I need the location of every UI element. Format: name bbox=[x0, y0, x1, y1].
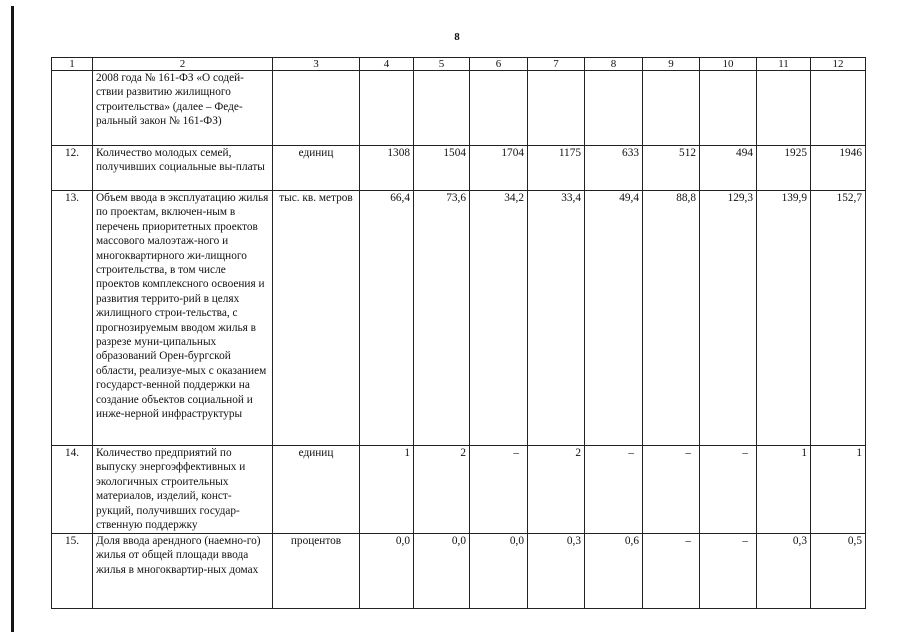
value-cell: 152,7 bbox=[811, 191, 866, 446]
value-cell: 633 bbox=[585, 146, 643, 191]
value-cell: 139,9 bbox=[757, 191, 811, 446]
header-cell: 7 bbox=[528, 58, 585, 71]
row-number: 12. bbox=[52, 146, 93, 191]
indicator-name: Объем ввода в эксплуатацию жилья по проектам, включен-ным в перечень приоритетных проектов массового малоэтаж-ного и многоквартирного жи-лищного строительства, в том числе проектов комплексного освоения и развития террито-рий в целях жилищного строи-тельства, с прогнозируемым вводом жилья в разрезе муни-ципальных образований Орен-бургской области, реализуе-мых с оказанием государст-венной поддержки на создание объектов социальной и инже-нерной инфраструктуры bbox=[93, 191, 273, 446]
value-cell: – bbox=[643, 534, 700, 609]
value-cell: 1946 bbox=[811, 146, 866, 191]
value-cell: 73,6 bbox=[414, 191, 470, 446]
unit-cell bbox=[273, 71, 360, 146]
row-number: 13. bbox=[52, 191, 93, 446]
page-number: 8 bbox=[454, 31, 460, 43]
value-cell: 512 bbox=[643, 146, 700, 191]
value-cell: – bbox=[585, 446, 643, 534]
table-header-row bbox=[52, 58, 866, 71]
value-cell: 0,3 bbox=[757, 534, 811, 609]
value-cell: 494 bbox=[700, 146, 757, 191]
unit-cell: тыс. кв. метров bbox=[273, 191, 360, 446]
value-cell: 1 bbox=[360, 446, 414, 534]
header-cell: 6 bbox=[470, 58, 528, 71]
unit-cell: процентов bbox=[273, 534, 360, 609]
value-cell: 1 bbox=[811, 446, 866, 534]
value-cell: – bbox=[700, 534, 757, 609]
value-cell: 1308 bbox=[360, 146, 414, 191]
value-cell: 1925 bbox=[757, 146, 811, 191]
header-cell: 1 bbox=[52, 58, 93, 71]
row-number: 15. bbox=[52, 534, 93, 609]
value-cell: 0,6 bbox=[585, 534, 643, 609]
row-number bbox=[52, 71, 93, 146]
value-cell: 1175 bbox=[528, 146, 585, 191]
table-row bbox=[52, 191, 866, 446]
value-cell: 1 bbox=[757, 446, 811, 534]
table-row bbox=[52, 71, 866, 146]
value-cell: 33,4 bbox=[528, 191, 585, 446]
row-number: 14. bbox=[52, 446, 93, 534]
value-cell bbox=[414, 71, 470, 146]
header-cell: 2 bbox=[93, 58, 273, 71]
value-cell: 0,5 bbox=[811, 534, 866, 609]
value-cell: 2 bbox=[414, 446, 470, 534]
value-cell: 0,0 bbox=[360, 534, 414, 609]
value-cell bbox=[700, 71, 757, 146]
indicator-name: Количество молодых семей, получивших социальные вы-платы bbox=[93, 146, 273, 191]
indicator-name: Доля ввода арендного (наемно-го) жилья от общей площади ввода жилья в многоквартир-ных домах bbox=[93, 534, 273, 609]
value-cell bbox=[757, 71, 811, 146]
indicators-table bbox=[51, 57, 866, 609]
value-cell: 34,2 bbox=[470, 191, 528, 446]
header-cell: 11 bbox=[757, 58, 811, 71]
value-cell: 129,3 bbox=[700, 191, 757, 446]
value-cell: 2 bbox=[528, 446, 585, 534]
header-cell: 12 bbox=[811, 58, 866, 71]
value-cell: 1504 bbox=[414, 146, 470, 191]
header-cell: 10 bbox=[700, 58, 757, 71]
table-row bbox=[52, 446, 866, 534]
header-cell: 4 bbox=[360, 58, 414, 71]
unit-cell: единиц bbox=[273, 446, 360, 534]
value-cell: 66,4 bbox=[360, 191, 414, 446]
value-cell: 1704 bbox=[470, 146, 528, 191]
header-cell: 5 bbox=[414, 58, 470, 71]
value-cell bbox=[811, 71, 866, 146]
value-cell bbox=[360, 71, 414, 146]
value-cell: – bbox=[643, 446, 700, 534]
scan-edge-bar bbox=[11, 6, 14, 632]
value-cell: 0,0 bbox=[470, 534, 528, 609]
header-cell: 8 bbox=[585, 58, 643, 71]
value-cell bbox=[470, 71, 528, 146]
indicator-name: 2008 года № 161-ФЗ «О содей-ствии развитию жилищного строительства» (далее – Феде-ральный закон № 161-ФЗ) bbox=[93, 71, 273, 146]
value-cell bbox=[643, 71, 700, 146]
header-cell: 9 bbox=[643, 58, 700, 71]
value-cell: 49,4 bbox=[585, 191, 643, 446]
value-cell bbox=[585, 71, 643, 146]
table-row bbox=[52, 146, 866, 191]
header-cell: 3 bbox=[273, 58, 360, 71]
value-cell: 0,3 bbox=[528, 534, 585, 609]
value-cell: – bbox=[700, 446, 757, 534]
value-cell: 0,0 bbox=[414, 534, 470, 609]
value-cell: 88,8 bbox=[643, 191, 700, 446]
indicator-name: Количество предприятий по выпуску энергоэффективных и экологичных строительных материалов, изделий, конст-рукций, получивших государ-ственную поддержку bbox=[93, 446, 273, 534]
unit-cell: единиц bbox=[273, 146, 360, 191]
value-cell: – bbox=[470, 446, 528, 534]
table-row bbox=[52, 534, 866, 609]
value-cell bbox=[528, 71, 585, 146]
